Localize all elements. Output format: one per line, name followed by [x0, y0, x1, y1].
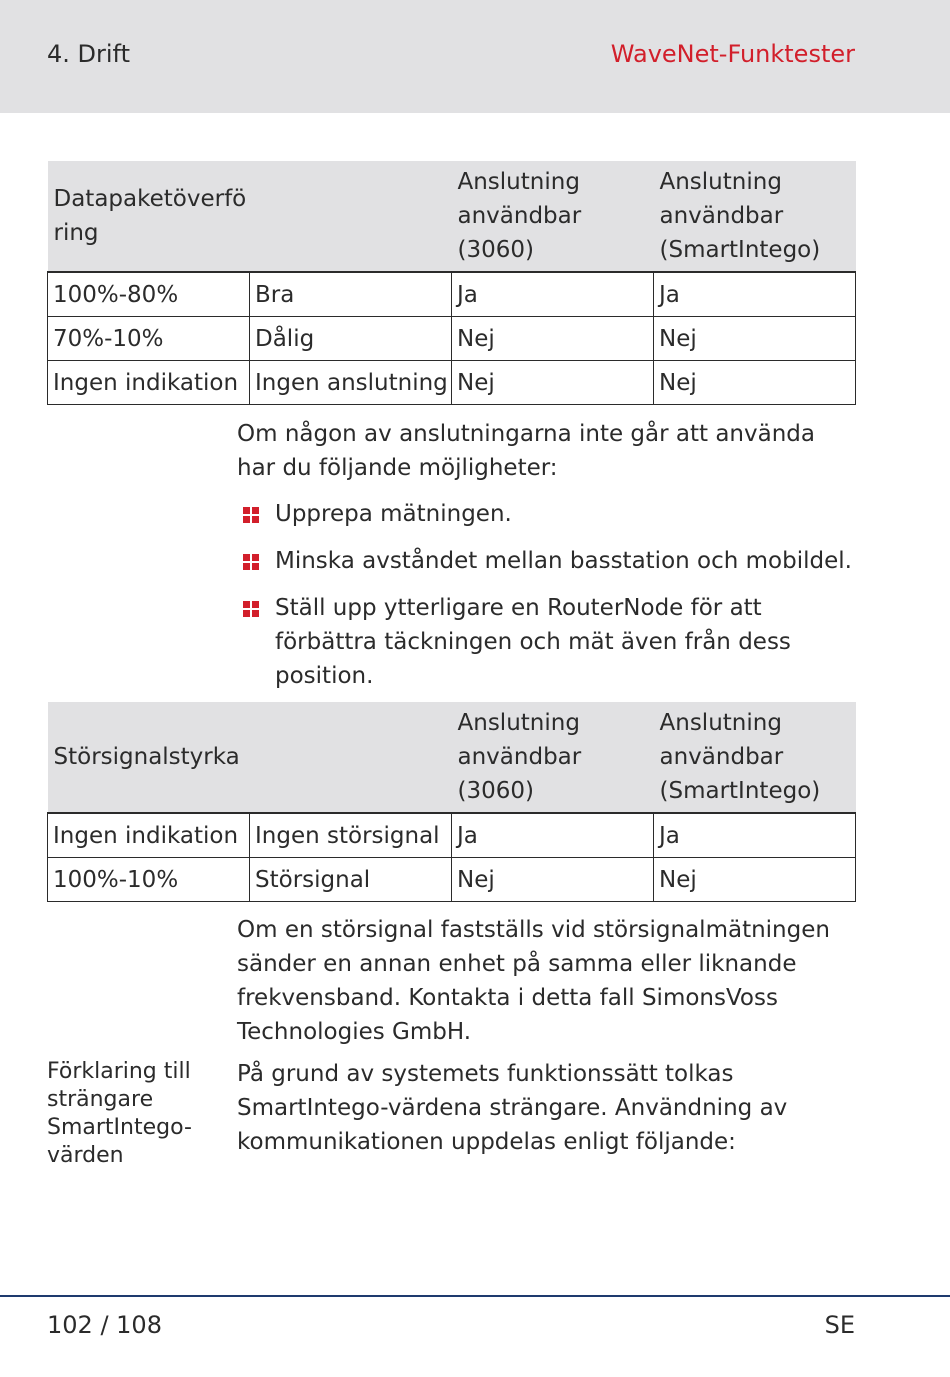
table-row [48, 813, 856, 858]
page-header [0, 0, 950, 113]
table-cell: Dålig [250, 317, 452, 361]
table-cell: Nej [654, 858, 856, 902]
footer-divider [0, 1295, 950, 1297]
column-header-interference: Störsignalstyrka [48, 702, 452, 813]
table-row [48, 272, 856, 317]
table-cell: Ja [654, 272, 856, 317]
list-item [240, 544, 860, 578]
table-cell: Nej [452, 317, 654, 361]
table-cell: Nej [654, 361, 856, 405]
table-cell: Ja [452, 813, 654, 858]
column-header-3060: Anslutning användbar (3060) [452, 161, 654, 272]
options-intro: Om någon av anslutningarna inte går att använda har du följande möjligheter: [237, 421, 815, 481]
table-cell: Ingen indikation [48, 813, 250, 858]
page-number: 102 / 108 [47, 1311, 162, 1339]
explanation-paragraph: På grund av systemets funktionssätt tolkas SmartIntego-värdena strängare. Användning av kommunikationen uppdelas enligt följande: [237, 1061, 788, 1155]
column-header-smartintego: Anslutning användbar (SmartIntego) [654, 702, 856, 813]
options-list [240, 497, 860, 706]
table-cell: Nej [654, 317, 856, 361]
table-cell: 70%-10% [48, 317, 250, 361]
table-cell: Störsignal [250, 858, 452, 902]
list-item-text: Ställ upp ytterligare en RouterNode för att förbättra täckningen och mät även från dess position. [275, 595, 791, 689]
column-header-transfer: Datapaketöverfö ring [48, 161, 452, 272]
table-cell: Ja [654, 813, 856, 858]
table-cell: Bra [250, 272, 452, 317]
list-item [240, 497, 860, 531]
table-row [48, 858, 856, 902]
section-title: 4. Drift [47, 40, 130, 68]
table-cell: Ingen anslutning [250, 361, 452, 405]
interference-paragraph: Om en störsignal fastställs vid störsignalmätningen sänder en annan enhet på samma eller liknande frekvensband. Kontakta i detta fall SimonsVoss Technologies GmbH. [237, 917, 830, 1045]
table-cell: Ja [452, 272, 654, 317]
document-title: WaveNet-Funktester [610, 40, 855, 68]
table-cell: 100%-10% [48, 858, 250, 902]
table-cell: Ingen indikation [48, 361, 250, 405]
data-packet-table [47, 161, 856, 405]
explanation-label: Förklaring till strängare SmartIntego-värden [47, 1059, 192, 1168]
table-row [48, 361, 856, 405]
table-header-row [48, 161, 856, 272]
list-item-text: Upprepa mätningen. [275, 501, 512, 527]
column-header-3060: Anslutning användbar (3060) [452, 702, 654, 813]
table-header-row [48, 702, 856, 813]
list-item-text: Minska avståndet mellan basstation och mobildel. [275, 548, 852, 574]
red-square-bullet-icon [243, 601, 259, 617]
table-row [48, 317, 856, 361]
red-square-bullet-icon [243, 554, 259, 570]
red-square-bullet-icon [243, 507, 259, 523]
column-header-smartintego: Anslutning användbar (SmartIntego) [654, 161, 856, 272]
language-code: SE [824, 1311, 855, 1339]
table-cell: 100%-80% [48, 272, 250, 317]
table-cell: Nej [452, 858, 654, 902]
table-cell: Nej [452, 361, 654, 405]
table-cell: Ingen störsignal [250, 813, 452, 858]
interference-table [47, 702, 856, 902]
list-item [240, 591, 860, 693]
